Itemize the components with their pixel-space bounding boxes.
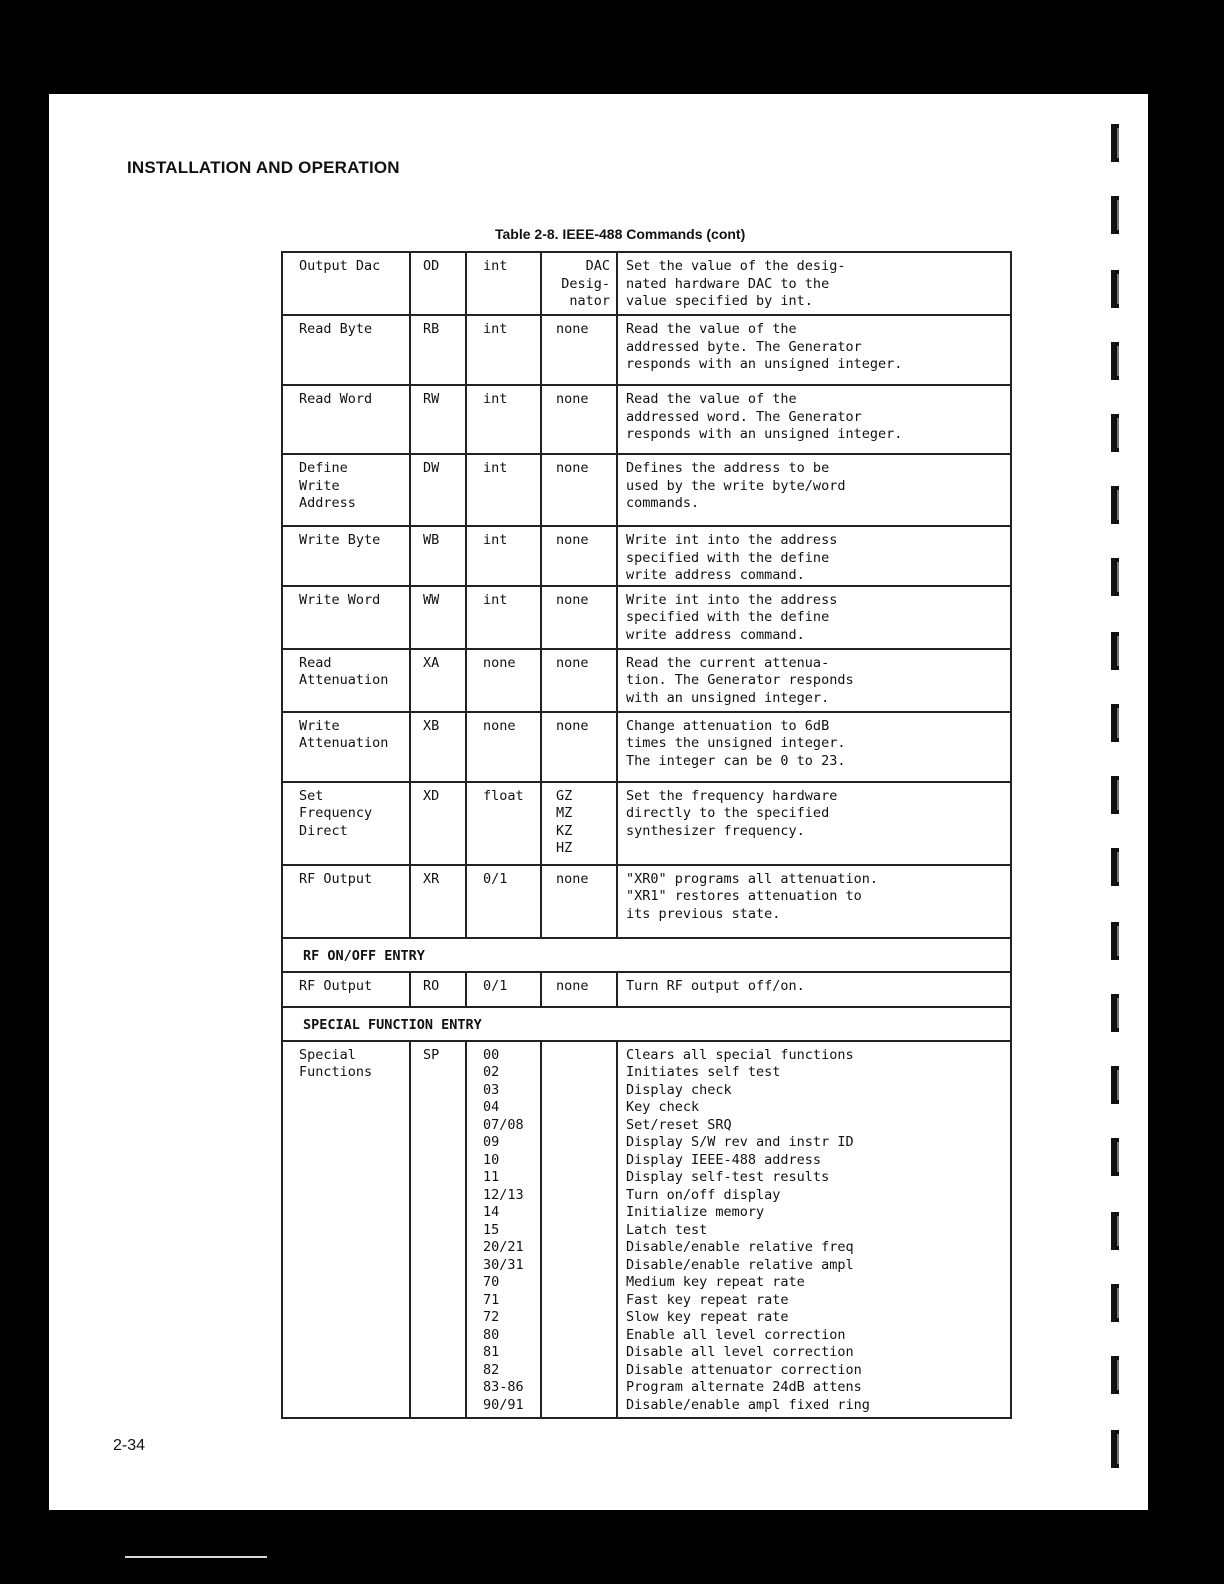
scan-mark [1111, 1066, 1119, 1104]
units-cell: none [541, 454, 617, 526]
description-cell: Turn RF output off/on. [617, 972, 1011, 1007]
section-heading-special: SPECIAL FUNCTION ENTRY [282, 1007, 1011, 1041]
mnemonic-cell: RO [410, 972, 466, 1007]
mnemonic-cell: WB [410, 526, 466, 586]
scan-edge-marks [1111, 124, 1131, 1474]
scan-mark [1111, 1430, 1119, 1468]
table-row [282, 972, 1011, 1007]
scan-mark [1111, 848, 1119, 886]
description-cell: Defines the address to be used by the write byte/word commands. [617, 454, 1011, 526]
table-row [282, 782, 1011, 865]
mnemonic-cell: DW [410, 454, 466, 526]
table-row [282, 586, 1011, 649]
units-cell: DAC Desig- nator [541, 252, 617, 315]
description-cell: Clears all special functions Initiates self test Display check Key check Set/reset SRQ Display S/W rev and instr ID Display IEEE-488 address Display self-test results Turn on/off display Initialize memory Latch test Disable/enable relative freq Disable/enable relative ampl Medium key repeat rate Fast key repeat rate Slow key repeat rate Enable all level correction Disable all level correction Disable attenuator correction Program alternate 24dB attens Disable/enable ampl fixed ring [617, 1041, 1011, 1418]
scan-mark [1111, 922, 1119, 960]
scan-mark [1111, 1356, 1119, 1394]
mnemonic-cell: OD [410, 252, 466, 315]
description-cell: Set the value of the desig- nated hardware DAC to the value specified by int. [617, 252, 1011, 315]
units-cell: none [541, 972, 617, 1007]
table-row [282, 712, 1011, 782]
description-cell: Read the value of the addressed word. The Generator responds with an unsigned integer. [617, 385, 1011, 454]
function-cell: Read Byte [282, 315, 410, 385]
scan-mark [1111, 270, 1119, 308]
page-number: 2-34 [113, 1437, 146, 1454]
function-cell: RF Output [282, 972, 410, 1007]
section-row [282, 1007, 1011, 1041]
description-cell: Read the value of the addressed byte. The Generator responds with an unsigned integer. [617, 315, 1011, 385]
description-cell: Write int into the address specified with the define write address command. [617, 526, 1011, 586]
mnemonic-cell: WW [410, 586, 466, 649]
scan-mark [1111, 632, 1119, 670]
argument-cell: int [466, 252, 541, 315]
argument-cell: int [466, 526, 541, 586]
table-row [282, 385, 1011, 454]
argument-cell: 00 02 03 04 07/08 09 10 11 12/13 14 15 20/21 30/31 70 71 72 80 81 82 83-86 90/91 [466, 1041, 541, 1418]
table-row [282, 649, 1011, 712]
table-row [282, 1041, 1011, 1418]
description-cell: Read the current attenua- tion. The Generator responds with an unsigned integer. [617, 649, 1011, 712]
argument-cell: int [466, 454, 541, 526]
function-cell: Special Functions [282, 1041, 410, 1418]
argument-cell: int [466, 385, 541, 454]
argument-cell: int [466, 586, 541, 649]
units-cell: none [541, 865, 617, 938]
mnemonic-cell: XA [410, 649, 466, 712]
argument-cell: int [466, 315, 541, 385]
argument-cell: none [466, 712, 541, 782]
section-row [282, 938, 1011, 972]
function-cell: Read Word [282, 385, 410, 454]
function-cell: RF Output [282, 865, 410, 938]
scan-mark [1111, 1284, 1119, 1322]
units-cell: none [541, 586, 617, 649]
scan-mark [1111, 704, 1119, 742]
description-cell: Write int into the address specified with the define write address command. [617, 586, 1011, 649]
bottom-scan-line [125, 1556, 267, 1558]
units-cell: none [541, 315, 617, 385]
description-cell: Change attenuation to 6dB times the unsigned integer. The integer can be 0 to 23. [617, 712, 1011, 782]
scan-mark [1111, 776, 1119, 814]
page-header: INSTALLATION AND OPERATION [127, 158, 400, 177]
description-cell: "XR0" programs all attenuation. "XR1" restores attenuation to its previous state. [617, 865, 1011, 938]
scan-mark [1111, 558, 1119, 596]
scan-mark [1111, 994, 1119, 1032]
function-cell: Write Byte [282, 526, 410, 586]
scan-mark [1111, 1212, 1119, 1250]
mnemonic-cell: RW [410, 385, 466, 454]
table-row [282, 526, 1011, 586]
function-cell: Define Write Address [282, 454, 410, 526]
scan-mark [1111, 124, 1119, 162]
scan-mark [1111, 1138, 1119, 1176]
units-cell: none [541, 712, 617, 782]
units-cell: none [541, 649, 617, 712]
function-cell: Write Word [282, 586, 410, 649]
argument-cell: none [466, 649, 541, 712]
table-row [282, 454, 1011, 526]
argument-cell: 0/1 [466, 865, 541, 938]
mnemonic-cell: XB [410, 712, 466, 782]
function-cell: Set Frequency Direct [282, 782, 410, 865]
description-cell: Set the frequency hardware directly to the specified synthesizer frequency. [617, 782, 1011, 865]
section-heading-rf: RF ON/OFF ENTRY [282, 938, 1011, 972]
table-row [282, 315, 1011, 385]
units-cell: none [541, 526, 617, 586]
commands-table [281, 251, 1012, 1419]
table-row [282, 252, 1011, 315]
scan-mark [1111, 196, 1119, 234]
argument-cell: float [466, 782, 541, 865]
table-row [282, 865, 1011, 938]
scan-mark [1111, 486, 1119, 524]
function-cell: Read Attenuation [282, 649, 410, 712]
units-cell: GZ MZ KZ HZ [541, 782, 617, 865]
table-caption: Table 2-8. IEEE-488 Commands (cont) [495, 226, 746, 242]
mnemonic-cell: XR [410, 865, 466, 938]
mnemonic-cell: RB [410, 315, 466, 385]
scan-mark [1111, 414, 1119, 452]
scan-mark [1111, 342, 1119, 380]
argument-cell: 0/1 [466, 972, 541, 1007]
function-cell: Output Dac [282, 252, 410, 315]
units-cell [541, 1041, 617, 1418]
mnemonic-cell: XD [410, 782, 466, 865]
document-page [49, 94, 1148, 1510]
function-cell: Write Attenuation [282, 712, 410, 782]
units-cell: none [541, 385, 617, 454]
mnemonic-cell: SP [410, 1041, 466, 1418]
